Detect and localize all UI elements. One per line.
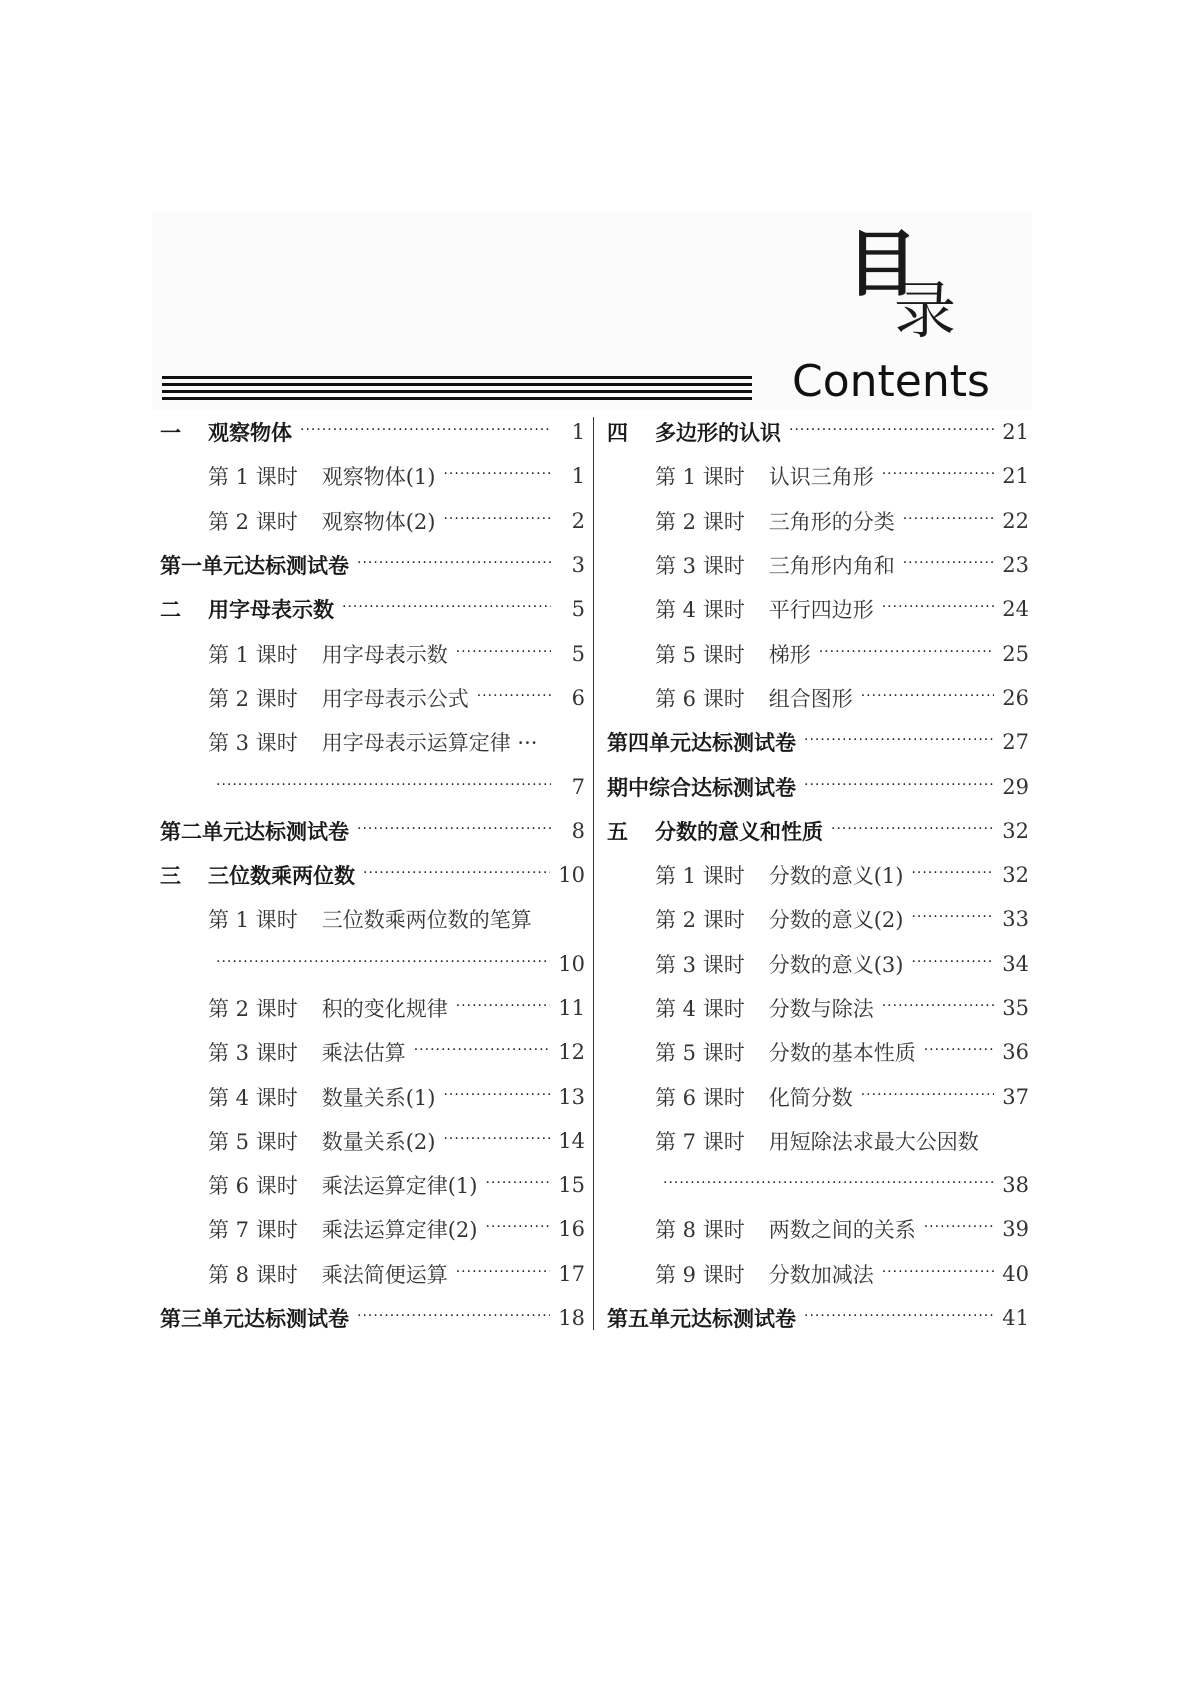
page-number: 22 (1002, 508, 1029, 533)
toc-unit-entry[interactable] (160, 410, 585, 454)
page-number: 5 (571, 597, 585, 622)
lesson-title: 积的变化规律 (321, 997, 448, 1021)
unit-title: 观察物体 (208, 421, 292, 446)
dot-leader (911, 954, 994, 970)
dot-leader (357, 1308, 550, 1324)
dot-leader (882, 1264, 995, 1280)
lesson-title: 分数加减法 (768, 1262, 874, 1287)
toc-lesson-entry[interactable] (160, 897, 585, 941)
unit-number: 一 (160, 421, 181, 446)
toc-lesson-entry[interactable] (607, 543, 1029, 587)
lesson-title: 分数的基本性质 (768, 1041, 916, 1066)
toc-left-column (160, 410, 585, 1340)
page-number: 7 (571, 774, 585, 799)
page-number: 37 (1002, 1084, 1029, 1109)
lesson-number: 第 6 课时 (655, 1085, 745, 1110)
toc-lesson-continuation[interactable] (160, 942, 585, 986)
toc-lesson-entry[interactable] (607, 631, 1029, 675)
lesson-title: 两数之间的关系 (768, 1218, 916, 1243)
page-number: 5 (571, 641, 585, 666)
dot-leader (216, 954, 550, 970)
test-title: 第三单元达标测试卷 (160, 1307, 349, 1332)
lesson-number: 第 8 课时 (655, 1218, 745, 1243)
lesson-number: 第 3 课时 (655, 554, 745, 579)
toc-lesson-entry[interactable] (160, 1207, 585, 1251)
lesson-title: 观察物体(2) (321, 509, 436, 534)
lesson-number: 第 2 课时 (655, 509, 745, 534)
dot-leader (903, 555, 995, 571)
unit-title: 分数的意义和性质 (655, 819, 823, 844)
toc-lesson-entry[interactable] (607, 587, 1029, 631)
dot-leader (456, 644, 551, 660)
page-number: 35 (1002, 996, 1029, 1020)
page-number: 32 (1002, 863, 1029, 888)
dot-leader (861, 1087, 995, 1103)
dot-leader (789, 422, 994, 438)
dot-leader (924, 1219, 995, 1235)
lesson-title: 乘法运算定律(1) (321, 1174, 478, 1199)
toc-test-entry[interactable] (160, 809, 585, 853)
lesson-number: 第 2 课时 (655, 908, 745, 933)
page-number: 14 (558, 1128, 585, 1153)
dot-leader (357, 821, 551, 837)
page-number: 27 (1002, 730, 1029, 755)
lesson-title: 用短除法求最大公因数 (768, 1129, 979, 1154)
dot-leader (363, 865, 550, 881)
page-number: 24 (1002, 597, 1029, 622)
unit-number: 二 (160, 598, 181, 623)
lesson-title: 乘法估算 (321, 1041, 406, 1066)
page-number: 12 (558, 1040, 585, 1065)
dot-leader (861, 688, 995, 704)
dot-leader (663, 1175, 994, 1191)
lesson-title: 平行四边形 (768, 598, 874, 623)
dot-leader (882, 466, 995, 482)
lesson-number: 第 3 课时 (208, 1041, 298, 1066)
lesson-number: 第 4 课时 (655, 598, 745, 623)
lesson-number: 第 5 课时 (655, 1041, 745, 1066)
lesson-title: 三角形内角和 (768, 554, 895, 579)
toc-lesson-entry[interactable] (160, 499, 585, 543)
lesson-title: 分数的意义(3) (768, 952, 904, 977)
lesson-number: 第 2 课时 (208, 686, 298, 711)
title-cn-char-2: 录 (894, 274, 957, 347)
toc-unit-entry[interactable] (160, 853, 585, 897)
page-number: 34 (1002, 951, 1029, 976)
lesson-number: 第 6 课时 (208, 1174, 298, 1199)
page-number: 40 (1002, 1261, 1029, 1286)
dot-leader (924, 1042, 995, 1058)
test-title: 第二单元达标测试卷 (160, 819, 349, 844)
lesson-title: 分数的意义(2) (768, 908, 904, 933)
page-number: 23 (1002, 553, 1029, 578)
lesson-number: 第 6 课时 (655, 686, 745, 711)
toc-lesson-entry[interactable] (607, 499, 1029, 543)
toc-test-entry[interactable] (607, 764, 1029, 808)
lesson-title: 用字母表示公式 (321, 686, 469, 711)
dot-leader (443, 1131, 550, 1147)
lesson-number: 第 7 课时 (655, 1129, 745, 1154)
lesson-number: 第 3 课时 (655, 952, 745, 977)
page-number: 21 (1002, 420, 1029, 445)
page-number: 21 (1002, 464, 1029, 489)
lesson-number: 第 1 课时 (208, 465, 298, 490)
toc-lesson-entry[interactable] (607, 1030, 1029, 1074)
lesson-title: 三角形的分类 (768, 509, 895, 534)
page-number: 39 (1002, 1217, 1029, 1242)
lesson-number: 第 2 课时 (208, 509, 298, 534)
page-number: 33 (1002, 907, 1029, 932)
page-number: 10 (558, 863, 585, 888)
test-title: 期中综合达标测试卷 (607, 775, 796, 800)
toc-lesson-entry[interactable] (607, 676, 1029, 720)
dot-leader (882, 599, 995, 615)
page-number: 10 (558, 951, 585, 976)
toc-right-column (607, 410, 1029, 1340)
lesson-title: 观察物体(1) (321, 465, 436, 490)
toc-lesson-entry[interactable] (160, 986, 585, 1030)
unit-title: 三位数乘两位数 (208, 864, 355, 889)
dot-leader (819, 644, 995, 660)
lesson-number: 第 4 课时 (208, 1085, 298, 1110)
toc-test-entry[interactable] (160, 1296, 585, 1340)
lesson-number: 第 2 课时 (208, 997, 298, 1021)
toc-unit-entry[interactable] (607, 809, 1029, 853)
toc-lesson-entry[interactable] (607, 1252, 1029, 1296)
dot-leader (456, 998, 551, 1014)
toc-lesson-entry[interactable] (160, 1163, 585, 1207)
dot-leader (216, 777, 551, 793)
toc-lesson-entry[interactable] (607, 1207, 1029, 1251)
lesson-number: 第 4 课时 (655, 997, 745, 1021)
page-number: 11 (558, 996, 585, 1020)
page-number: 26 (1002, 685, 1029, 710)
toc-test-entry[interactable] (607, 720, 1029, 764)
unit-number: 三 (160, 864, 181, 889)
page-number: 18 (558, 1306, 585, 1331)
toc-test-entry[interactable] (160, 543, 585, 587)
page-number: 8 (571, 818, 585, 843)
toc-lesson-entry[interactable] (160, 1119, 585, 1163)
dot-leader (300, 422, 551, 438)
toc-lesson-entry[interactable] (607, 853, 1029, 897)
page-number: 3 (571, 553, 585, 578)
lesson-title: 乘法运算定律(2) (321, 1218, 478, 1243)
page-number: 29 (1002, 774, 1029, 799)
lesson-number: 第 9 课时 (655, 1262, 745, 1287)
page-title-cn (846, 222, 976, 348)
test-title: 第五单元达标测试卷 (607, 1307, 796, 1332)
dot-leader (804, 777, 994, 793)
page-number: 32 (1002, 818, 1029, 843)
toc-lesson-entry[interactable] (607, 1074, 1029, 1118)
decorative-stripes (162, 376, 752, 400)
toc-lesson-entry[interactable] (160, 1252, 585, 1296)
test-title: 第四单元达标测试卷 (607, 731, 796, 756)
lesson-title: 组合图形 (768, 686, 853, 711)
unit-number: 四 (607, 421, 628, 446)
page-number: 13 (558, 1084, 585, 1109)
lesson-number: 第 1 课时 (655, 864, 745, 889)
title-cn-char-1: 目 (846, 222, 919, 306)
dot-leader (443, 1087, 550, 1103)
lesson-title: 梯形 (768, 642, 811, 667)
lesson-title: 乘法简便运算 (321, 1262, 448, 1287)
page-number: 16 (558, 1217, 585, 1242)
toc-lesson-entry[interactable] (607, 1119, 1029, 1163)
lesson-number: 第 8 课时 (208, 1262, 298, 1287)
page-number: 1 (571, 464, 585, 489)
lesson-number: 第 1 课时 (208, 642, 298, 667)
lesson-title: 用字母表示运算定律 ··· (321, 731, 538, 756)
toc-lesson-entry[interactable] (160, 720, 585, 764)
dot-leader (804, 1308, 994, 1324)
toc-lesson-entry[interactable] (160, 631, 585, 675)
column-divider (593, 417, 594, 1330)
page-number: 25 (1002, 641, 1029, 666)
page-number: 2 (571, 508, 585, 533)
page-title-en: Contents (792, 356, 990, 407)
page-number: 1 (571, 420, 585, 445)
toc-lesson-entry[interactable] (160, 1074, 585, 1118)
lesson-title: 分数的意义(1) (768, 864, 904, 889)
toc-test-entry[interactable] (607, 1296, 1029, 1340)
lesson-title: 三位数乘两位数的笔算 (321, 908, 532, 933)
lesson-number: 第 1 课时 (655, 465, 745, 490)
page-number: 36 (1002, 1040, 1029, 1065)
page-number: 41 (1002, 1306, 1029, 1331)
toc-lesson-entry[interactable] (607, 942, 1029, 986)
dot-leader (443, 466, 551, 482)
dot-leader (443, 511, 551, 527)
dot-leader (882, 998, 995, 1014)
lesson-title: 分数与除法 (768, 997, 874, 1021)
toc-lesson-continuation[interactable] (607, 1163, 1029, 1207)
toc-lesson-entry[interactable] (607, 897, 1029, 941)
toc-unit-entry[interactable] (607, 410, 1029, 454)
dot-leader (485, 1219, 550, 1235)
test-title: 第一单元达标测试卷 (160, 554, 349, 579)
dot-leader (485, 1175, 550, 1191)
toc-unit-entry[interactable] (160, 587, 585, 631)
lesson-title: 认识三角形 (768, 465, 874, 490)
toc-lesson-continuation[interactable] (160, 764, 585, 808)
toc-lesson-entry[interactable] (160, 454, 585, 498)
dot-leader (903, 511, 995, 527)
lesson-title: 化简分数 (768, 1085, 853, 1110)
lesson-title: 数量关系(2) (321, 1129, 436, 1154)
page-number: 38 (1002, 1173, 1029, 1198)
page-number: 15 (558, 1173, 585, 1198)
dot-leader (804, 732, 994, 748)
dot-leader (477, 688, 551, 704)
page-number: 6 (571, 685, 585, 710)
lesson-title: 数量关系(1) (321, 1085, 436, 1110)
lesson-number: 第 3 课时 (208, 731, 298, 756)
unit-title: 多边形的认识 (655, 421, 781, 446)
unit-number: 五 (607, 819, 628, 844)
dot-leader (357, 555, 551, 571)
toc-lesson-entry[interactable] (160, 676, 585, 720)
dot-leader (456, 1264, 551, 1280)
toc-lesson-entry[interactable] (160, 1030, 585, 1074)
dot-leader (414, 1042, 551, 1058)
lesson-number: 第 5 课时 (655, 642, 745, 667)
page-number: 17 (558, 1261, 585, 1286)
lesson-title: 用字母表示数 (321, 642, 448, 667)
lesson-number: 第 1 课时 (208, 908, 298, 933)
unit-title: 用字母表示数 (208, 598, 334, 623)
dot-leader (831, 821, 994, 837)
lesson-number: 第 7 课时 (208, 1218, 298, 1243)
dot-leader (911, 865, 994, 881)
toc-lesson-entry[interactable] (607, 986, 1029, 1030)
dot-leader (342, 599, 551, 615)
dot-leader (911, 909, 994, 925)
toc-lesson-entry[interactable] (607, 454, 1029, 498)
lesson-number: 第 5 课时 (208, 1129, 298, 1154)
